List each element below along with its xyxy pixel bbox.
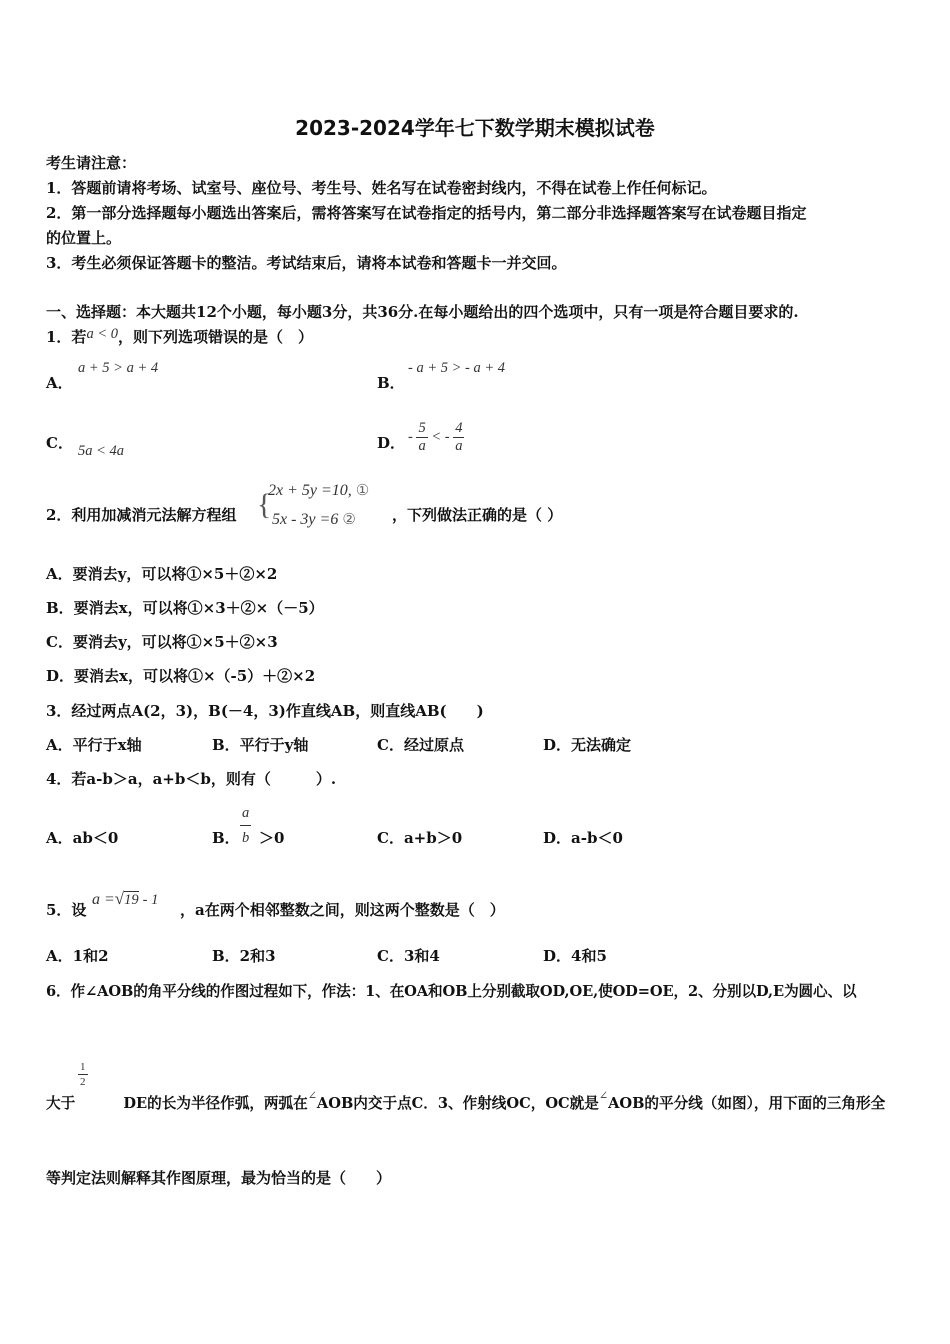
- q1-option-a-expr: a + 5 > a + 4: [78, 360, 159, 376]
- q4-stem: 4．若a-b＞a，a+b＜b，则有（ ）.: [46, 770, 337, 788]
- angle-icon: ∠: [307, 1090, 317, 1102]
- q5-suffix: ，a在两个相邻整数之间，则这两个整数是（ ）: [180, 901, 505, 919]
- q5-prefix: 5．设: [46, 901, 87, 919]
- notice-item-2-cont: 的位置上。: [46, 229, 122, 247]
- q4-option-a: A．ab＜0: [46, 829, 119, 847]
- q4-option-d: D．a-b＜0: [543, 829, 623, 847]
- q6-line-3: 等判定法则解释其作图原理，最为恰当的是（ ）: [46, 1169, 392, 1187]
- q1-d-fraction-1: $\frac{5}{a}$: [418, 420, 426, 454]
- notice-heading: 考生请注意：: [46, 154, 137, 172]
- q1-d-minus: -: [408, 428, 413, 445]
- q2-prefix: 2．利用加减消元法解方程组: [46, 506, 237, 524]
- notice-item-3: 3．考生必须保证答题卡的整洁。考试结束后，请将本试卷和答题卡一并交回。: [46, 254, 567, 272]
- q1-option-a-label: A．: [46, 374, 73, 392]
- q1-d-fraction-2: $\frac{4}{a}$: [455, 420, 463, 454]
- q3-option-a: A．平行于x轴: [46, 736, 142, 754]
- q3-option-c: C．经过原点: [377, 736, 464, 754]
- q2-option-a: A．要消去y，可以将①×5＋②×2: [46, 565, 278, 583]
- q5-expression: a =√19 - 1: [92, 889, 159, 908]
- q4-option-b-fraction: $\frac{a}{b}$: [240, 801, 251, 850]
- sqrt-icon: √: [114, 889, 125, 908]
- circled-one-mark: ①: [355, 481, 370, 499]
- q5-option-b: B．2和3: [212, 947, 276, 965]
- q2-option-c: C．要消去y，可以将①×5＋②×3: [46, 633, 278, 651]
- angle-icon: ∠: [598, 1090, 609, 1102]
- circled-two-mark: ②: [342, 510, 356, 528]
- q3-stem: 3．经过两点A(2，3)，B(－4，3)作直线AB，则直线AB( ): [46, 702, 484, 720]
- q4-option-c: C．a+b＞0: [377, 829, 463, 847]
- q1-condition: a < 0: [86, 326, 118, 342]
- notice-item-2: 2．第一部分选择题每小题选出答案后，需将答案写在试卷指定的括号内，第二部分非选择题答案写在试卷题目指定: [46, 204, 807, 222]
- q6-line-1: 6．作∠AOB的角平分线的作图过程如下，作法：1、在OA和OB上分别截取OD,OE,使OD=OE，2、分别以D,E为圆心、以: [46, 983, 857, 1000]
- q5-option-a: A．1和2: [46, 947, 109, 965]
- q6-line-2: 大于 DE的长为半径作弧，两弧在∠AOB内交于点C．3、作射线OC，OC就是∠AOB的平分线（如图），用下面的三角形全: [46, 1090, 886, 1112]
- q4-option-b-tail: ＞0: [259, 829, 285, 847]
- q2-brace: {: [257, 488, 272, 521]
- q2-suffix: ，下列做法正确的是（ ）: [392, 506, 563, 524]
- q1-option-b-label: B．: [377, 374, 405, 392]
- page-title: 2023-2024学年七下数学期末模拟试卷: [295, 116, 655, 140]
- q6-half-fraction: $\frac{1}{2}$: [80, 1061, 86, 1088]
- q2-option-b: B．要消去x，可以将①×3＋②×（－5）: [46, 599, 324, 617]
- q1-option-c-expr: 5a < 4a: [78, 443, 125, 459]
- section-heading: 一、选择题：本大题共12个小题，每小题3分，共36分.在每小题给出的四个选项中，只有一项是符合题目要求的.: [46, 303, 799, 321]
- q1-prefix: 1．若: [46, 328, 87, 346]
- q2-option-d: D．要消去x，可以将①×（-5）＋②×2: [46, 667, 316, 685]
- q5-option-c: C．3和4: [377, 947, 440, 965]
- question-1-stem: [46, 326, 313, 347]
- q1-option-d-expr: [408, 420, 464, 455]
- q1-suffix: ，则下列选项错误的是（ ）: [117, 328, 313, 346]
- q2-equation-1: 2x + 5y =10, ①: [268, 481, 370, 499]
- notice-item-1: 1．答题前请将考场、试室号、座位号、考生号、姓名写在试卷密封线内，不得在试卷上作任何标记。: [46, 179, 717, 197]
- q3-option-d: D．无法确定: [543, 736, 632, 754]
- q4-option-b-label: B．: [212, 829, 240, 847]
- q1-d-middle: < -: [431, 428, 450, 445]
- q3-option-b: B．平行于y轴: [212, 736, 309, 754]
- q1-option-c-label: C．: [46, 434, 73, 452]
- q5-option-d: D．4和5: [543, 947, 607, 965]
- q1-option-d-label: D．: [377, 434, 406, 452]
- q2-equation-2: 5x - 3y =6 ②: [272, 510, 356, 528]
- q1-option-b-expr: - a + 5 > - a + 4: [408, 360, 506, 376]
